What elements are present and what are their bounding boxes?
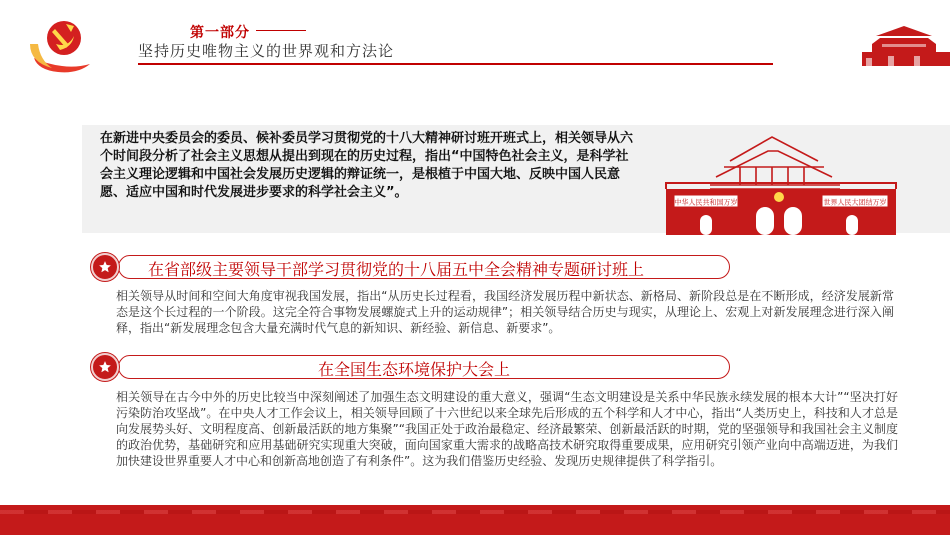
part-label-rule bbox=[256, 30, 306, 31]
section-2-body: 相关领导在古今中外的历史比较当中深刻阐述了加强生态文明建设的重大意义，强调“生态文明建设是关系中华民族永续发展的根本大计”“坚决打好污染防治攻坚战”。在中央人才工作会议上，相关领导回顾了十六世纪以来全球先后形成的五个科学和人才中心，指出“人类历史上，科技和人才总是向发展势头好、文明程度高、创新最活跃的地方集聚”“我国正处于政治最稳定、经济最繁荣、创新最活跃的时期，党的坚强领导和我国社会主义制度的政治优势，基础研究和应用基础研究实现重大突破，面向国家重大需求的战略高技术研究取得重要成果，应用研究引领产业向中高端迈进，为我们加快建设世界重要人才中心和创新高地创造了有利条件”。这为我们借鉴历史经验、发现历史规律提供了科学指引。 bbox=[116, 390, 898, 468]
party-emblem-icon bbox=[28, 14, 96, 76]
star-badge-2 bbox=[91, 353, 119, 381]
star-icon bbox=[98, 360, 112, 374]
star-badge-1 bbox=[91, 253, 119, 281]
star-icon bbox=[98, 260, 112, 274]
page-title: 坚持历史唯物主义的世界观和方法论 bbox=[138, 42, 395, 60]
footer-stripe bbox=[0, 510, 950, 514]
part-label: 第一部分 bbox=[190, 25, 250, 41]
section-2-title: 在全国生态环境保护大会上 bbox=[318, 360, 511, 379]
gate-sign-right: 世界人民大团结万岁 bbox=[823, 198, 887, 207]
header-divider bbox=[138, 63, 773, 65]
intro-text: 在新进中央委员会的委员、候补委员学习贯彻党的十八大精神研讨班开班式上，相关领导从六个时间段分析了社会主义思想从提出到现在的历史过程，指出“中国特色社会主义，是科学社会主义理论逻辑和中国社会发展历史逻辑的辩证统一，是根植于中国大地、反映中国人民意愿、适应中国和时代发展进步要求的科学社会主义”。 bbox=[100, 131, 634, 200]
gate-sign-left: 中华人民共和国万岁 bbox=[674, 198, 738, 207]
gate-silhouette-icon bbox=[858, 24, 950, 66]
section-1-title: 在省部级主要领导干部学习贯彻党的十八届五中全会精神专题研讨班上 bbox=[148, 260, 645, 279]
tiananmen-gate-icon bbox=[660, 127, 900, 235]
section-1-body: 相关领导从时间和空间大角度审视我国发展，指出“从历史长过程看，我国经济发展历程中新状态、新格局、新阶段总是在不断形成，经济发展新常态是这个长过程的一个阶段。这完全符合事物发展螺旋式上升的运动规律”；相关领导结合历史与现实，从理论上、宏观上对新发展理念进行深入阐释，指出“新发展理念包含大量充满时代气息的新知识、新经验、新信息、新要求”。 bbox=[116, 289, 894, 335]
